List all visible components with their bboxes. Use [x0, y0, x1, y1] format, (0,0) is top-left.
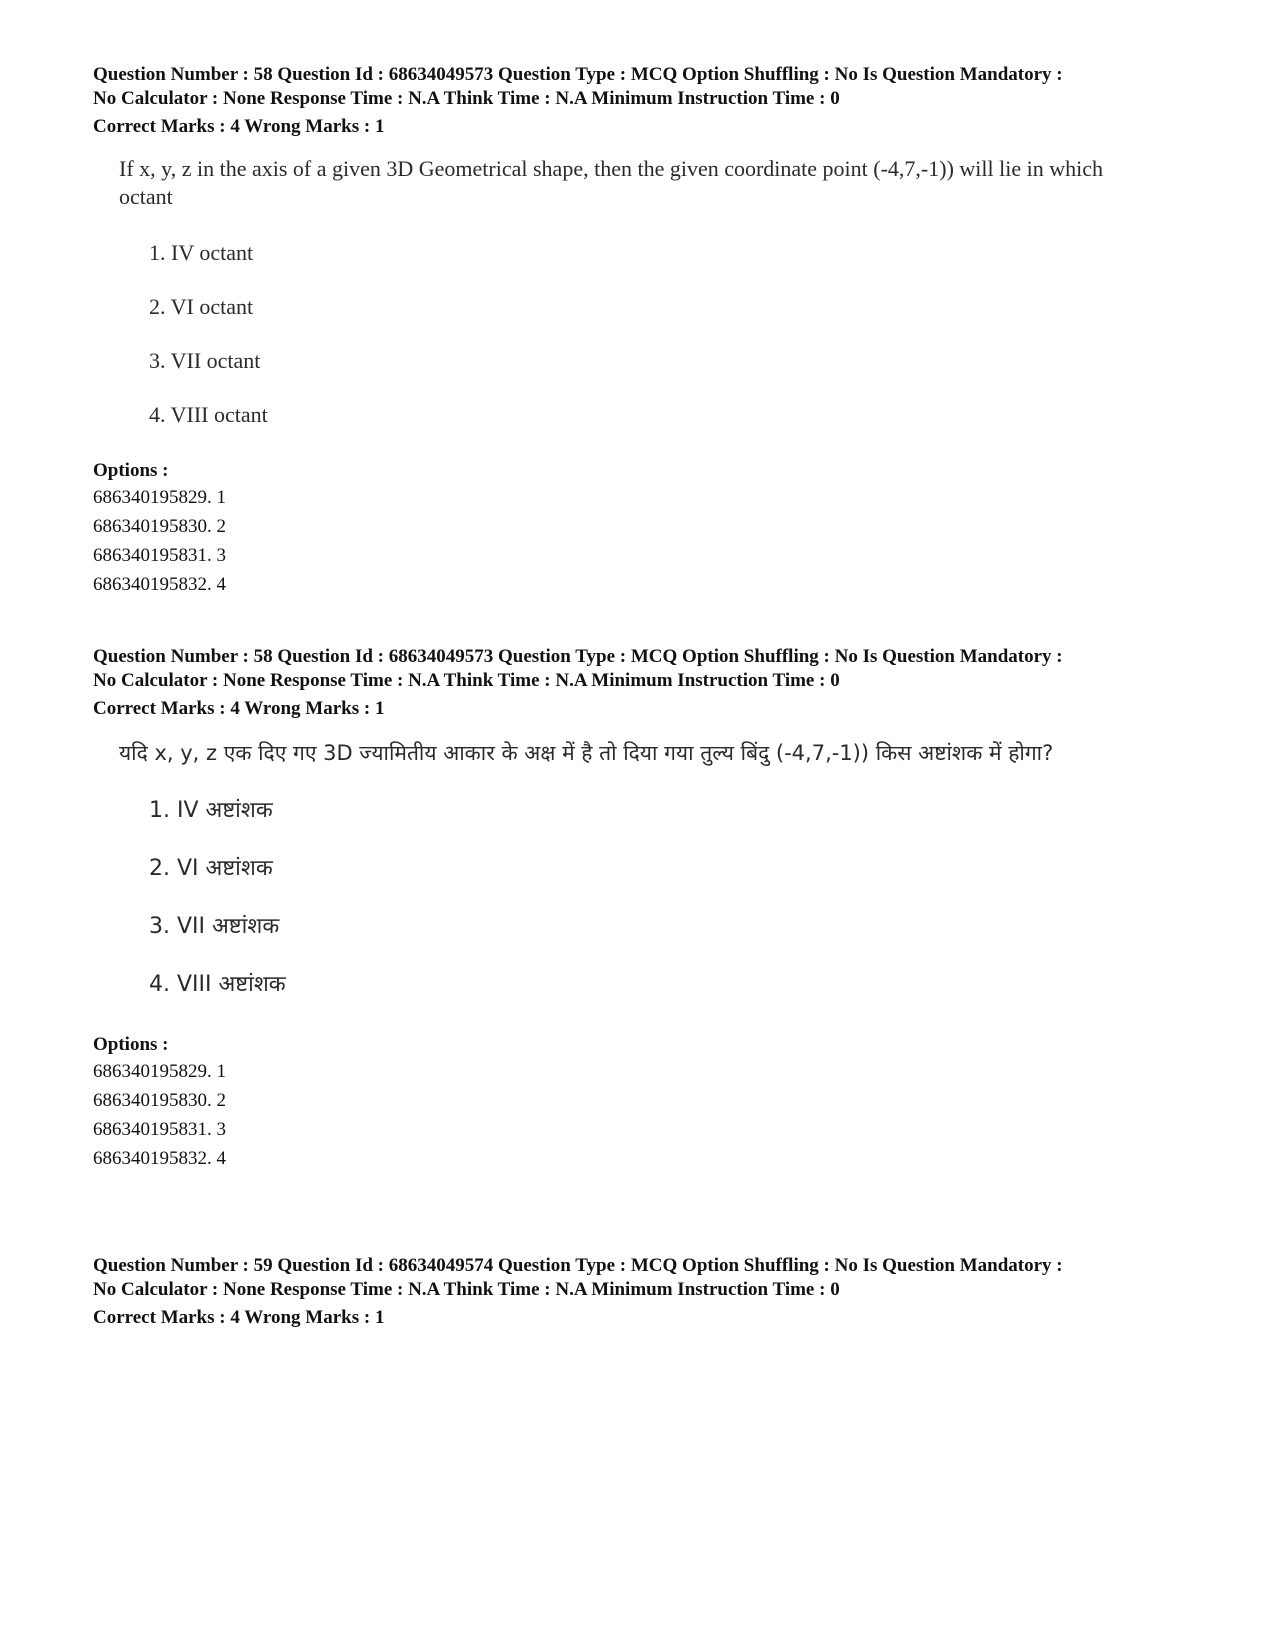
option-item: 686340195830. 2	[93, 1090, 226, 1111]
question-block-58-english	[93, 63, 1203, 599]
question-block-58-hindi	[93, 645, 1203, 1173]
option-item: 686340195831. 3	[93, 1119, 226, 1140]
option-item: 686340195831. 3	[93, 545, 226, 566]
choice-item: 4. VIII अष्टांशक	[149, 972, 286, 997]
choice-item: 1. IV octant	[149, 240, 254, 265]
option-item: 686340195832. 4	[93, 574, 226, 595]
option-item: 686340195832. 4	[93, 1148, 226, 1169]
question-meta-line-1: Question Number : 58 Question Id : 68634049573 Question Type : MCQ Option Shuffling : No Is Question Mandatory :	[93, 646, 1063, 667]
question-text: यदि x, y, z एक दिए गए 3D ज्यामितीय आकार के अक्ष में है तो दिया गया तुल्य बिंदु (-4,7,-1)) किस अष्टांशक में होगा?	[119, 741, 1054, 765]
option-item: 686340195829. 1	[93, 487, 226, 508]
options-title: Options :	[93, 1034, 169, 1055]
option-item: 686340195830. 2	[93, 516, 226, 537]
marks-line: Correct Marks : 4 Wrong Marks : 1	[93, 116, 385, 137]
question-text: If x, y, z in the axis of a given 3D Geometrical shape, then the given coordinate point (-4,7,-1)) will lie in which octant	[119, 156, 1104, 209]
choice-list	[149, 239, 1203, 455]
question-image	[119, 737, 1203, 1029]
choice-item: 2. VI अष्टांशक	[149, 856, 273, 881]
option-item: 686340195829. 1	[93, 1061, 226, 1082]
choice-item: 1. IV अष्टांशक	[149, 798, 273, 823]
question-meta-line-2: No Calculator : None Response Time : N.A Think Time : N.A Minimum Instruction Time : 0	[93, 670, 840, 691]
choice-item: 2. VI octant	[149, 294, 254, 319]
choice-item: 4. VIII octant	[149, 402, 268, 427]
question-meta-line-2: No Calculator : None Response Time : N.A Think Time : N.A Minimum Instruction Time : 0	[93, 1279, 840, 1300]
question-meta-line-1: Question Number : 59 Question Id : 68634049574 Question Type : MCQ Option Shuffling : No Is Question Mandatory :	[93, 1255, 1063, 1276]
choice-item: 3. VII अष्टांशक	[149, 914, 280, 939]
options-title: Options :	[93, 460, 169, 481]
question-meta-line-2: No Calculator : None Response Time : N.A Think Time : N.A Minimum Instruction Time : 0	[93, 88, 840, 109]
question-image	[119, 155, 1203, 455]
marks-line: Correct Marks : 4 Wrong Marks : 1	[93, 1307, 385, 1328]
question-meta-line-1: Question Number : 58 Question Id : 68634049573 Question Type : MCQ Option Shuffling : No Is Question Mandatory :	[93, 64, 1063, 85]
choice-item: 3. VII octant	[149, 348, 261, 373]
marks-line: Correct Marks : 4 Wrong Marks : 1	[93, 698, 385, 719]
question-block-59	[93, 1254, 1203, 1330]
choice-list	[149, 797, 1203, 1029]
